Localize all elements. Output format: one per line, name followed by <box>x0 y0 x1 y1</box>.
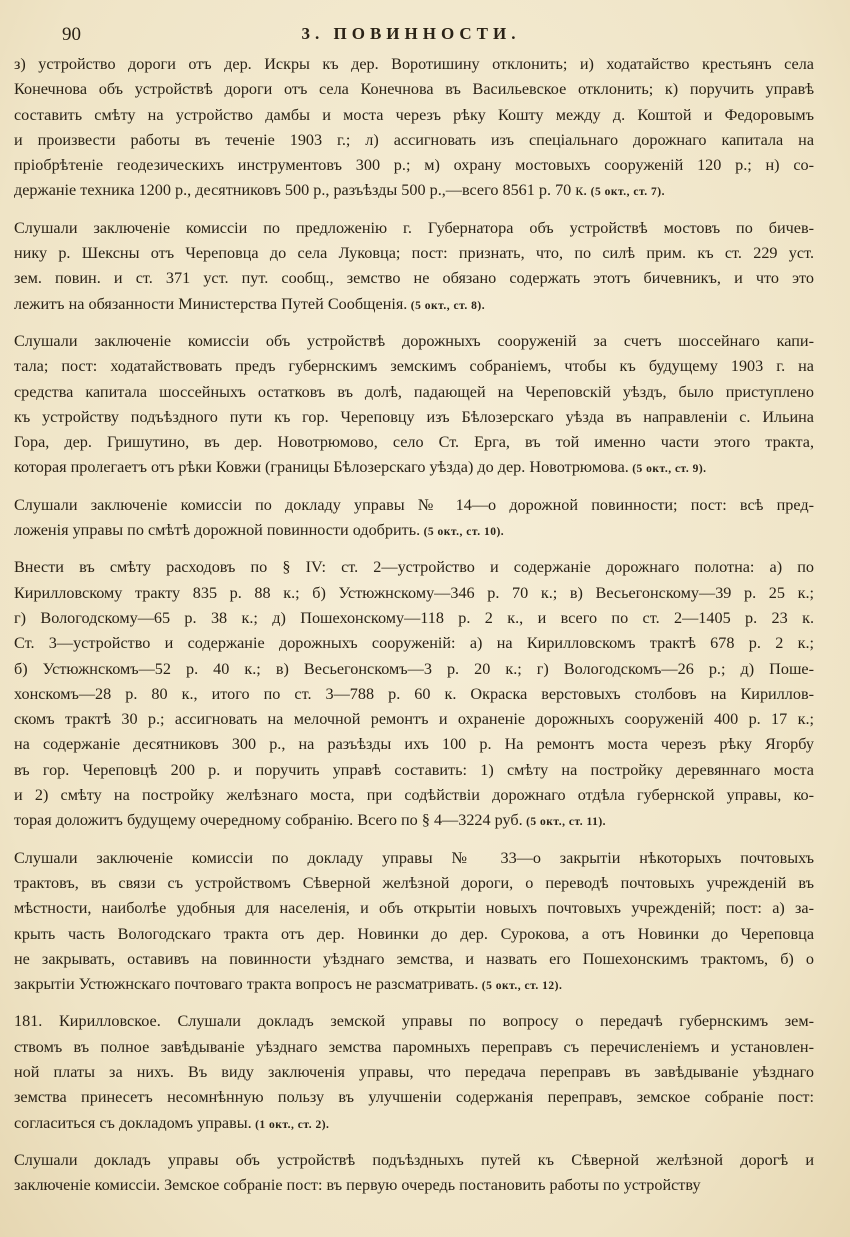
text-line: Слушали докладъ управы объ устройствѣ подъѣздныхъ путей къ Сѣверной желѣзной дорогѣ и <box>14 1150 814 1169</box>
text-line: земства принесетъ несомнѣнную пользу въ улучшеніи содержанія переправъ, земское собраніе пост: <box>14 1088 814 1107</box>
text-line: пріобрѣтеніе геодезическихъ инструментовъ 300 р.; м) охрану мостовыхъ сооруженій 120 р.; н) со- <box>14 156 814 175</box>
text-line: нику р. Шексны отъ Череповца до села Луковца; пост: признать, что, по силѣ прим. къ ст. 229 уст. <box>14 244 814 263</box>
text-line: и 2) смѣту на постройку желѣзнаго моста, при содѣйствіи дорожнаго отдѣла губернской управы, ко- <box>14 786 814 805</box>
text-line: средства капитала шоссейныхъ остатковъ въ долѣ, падающей на Череповскій уѣздъ, было приступлено <box>14 382 814 401</box>
text-line: Слушали заключеніе комиссіи по докладу управы № 14—о дорожной повинности; пост: всѣ пред- <box>14 495 814 514</box>
text-line: ложенія управы по смѣтѣ дорожной повинности одобрить. (5 окт., ст. 10). <box>14 521 505 540</box>
text-line: скомъ трактѣ 30 р.; ассигновать на мелочной ремонтъ и охраненіе дорожныхъ сооруженій 400 р. 17 к.; <box>14 710 814 729</box>
text-line: хонскомъ—28 р. 80 к., итого по ст. 3—788 р. 60 к. Окраска верстовыхъ столбовъ на Кириллов- <box>14 684 814 703</box>
text-line: зем. повин. и ст. 371 уст. пут. сообщ., земство не обязано содержать этотъ бичевникъ, и что это <box>14 269 814 288</box>
citation: (5 окт., ст. 12). <box>478 980 563 993</box>
citation: (1 окт., ст. 2). <box>251 1118 330 1131</box>
paragraph <box>14 1009 814 1137</box>
document-body <box>8 52 814 1198</box>
text-line: з) устройство дороги отъ дер. Искры къ дер. Воротишину отклонить; и) ходатайство крестьянъ села <box>14 55 814 73</box>
page-number: 90 <box>62 24 81 45</box>
text-line: Слушали заключеніе комиссіи по докладу управы № 33—о закрытіи нѣкоторыхъ почтовыхъ <box>14 848 814 867</box>
text-line: держаніе техника 1200 р., десятниковъ 500 р., разъѣзды 500 р.,—всего 8561 р. 70 к. (5 окт., ст. 7). <box>14 181 665 200</box>
citation: (5 окт., ст. 10). <box>420 526 505 539</box>
paragraph <box>14 555 814 835</box>
text-line: не закрывать, оставивъ на повинности уѣзднаго земства, и назвать его Пошехонскимъ трактомъ, б) о <box>14 949 814 968</box>
text-line: согласиться съ докладомъ управы. (1 окт., ст. 2). <box>14 1113 330 1132</box>
text-line: ной платы за нихъ. Въ виду заключенія управы, что передача переправъ въ завѣдываніе уѣзднаго <box>14 1062 814 1081</box>
text-line: г) Вологодскому—65 р. 38 к.; д) Пошехонскому—118 р. 2 к., и всего по ст. 2—1405 р. 23 к. <box>14 608 814 627</box>
text-line: Слушали заключеніе комиссіи по предложенію г. Губернатора объ устройствѣ мостовъ по бичев- <box>14 218 814 237</box>
text-line: заключеніе комиссіи. Земское собраніе пост: въ первую очередь постановить работы по устройству <box>14 1176 701 1195</box>
text-line: Гора, дер. Гришутино, въ дер. Новотрюмово, село Ст. Ерга, въ той именно части этого тракта, <box>14 433 814 452</box>
text-line: торая доложитъ будущему очередному собранію. Всего по § 4—3224 руб. (5 окт., ст. 11). <box>14 811 607 830</box>
text-line: Конечнова объ устройствѣ дороги отъ села Конечнова въ Васильевское отклонить; к) поручить управѣ <box>14 80 814 99</box>
text-line: въ гор. Череповцѣ 200 р. и поручить управѣ составить: 1) смѣту на постройку деревяннаго моста <box>14 760 814 779</box>
citation: (5 окт., ст. 11). <box>522 816 607 829</box>
text-line: которая пролегаетъ отъ рѣки Ковжи (границы Бѣлозерскаго уѣзда) до дер. Новотрюмова. (5 окт., ст. 9). <box>14 458 707 477</box>
text-line: ствомъ въ полное завѣдываніе уѣзднаго земства паромныхъ переправъ съ перечисленіемъ и установлен- <box>14 1037 814 1056</box>
citation: (5 окт., ст. 9). <box>628 463 707 476</box>
citation: (5 окт., ст. 7). <box>587 186 665 199</box>
page-header <box>8 20 814 52</box>
text-line: и произвести работы въ теченіе 1903 г.; л) ассигновать изъ спеціальнаго дорожнаго капитала на <box>14 130 814 149</box>
text-line: крыть часть Вологодскаго тракта отъ дер. Новинки до дер. Сурокова, а отъ Новинки до Череповца <box>14 924 814 943</box>
text-line: Кирилловскому тракту 835 р. 88 к.; б) Устюжнскому—346 р. 70 к.; в) Весьегонскому—39 р. 25 к.; <box>14 583 814 602</box>
paragraph <box>14 52 814 206</box>
running-title: 3. ПОВИННОСТИ. <box>301 24 521 43</box>
text-line: б) Устюжнскомъ—52 р. 40 к.; в) Весьегонскомъ—3 р. 20 к.; г) Вологодскомъ—26 р.; д) Поше- <box>14 659 814 678</box>
text-line: на содержаніе десятниковъ 300 р., на разъѣзды ихъ 100 р. На ремонтъ моста черезъ рѣку Ягорбу <box>14 735 814 754</box>
text-line: закрытіи Устюжнскаго почтоваго тракта вопросъ не разсматривать. (5 окт., ст. 12). <box>14 975 563 994</box>
text-line: Слушали заключеніе комиссіи объ устройствѣ дорожныхъ сооруженій за счетъ шоссейнаго капи- <box>14 331 814 350</box>
text-line: трактовъ, въ связи съ устройствомъ Сѣверной желѣзной дороги, о переводѣ почтовыхъ учрежденій въ <box>14 873 814 892</box>
text-line: къ устройству подъѣздного пути къ гор. Череповцу изъ Бѣлозерскаго уѣзда въ направленіи с. Ильина <box>14 407 814 426</box>
paragraph <box>14 493 814 546</box>
paragraph <box>14 1148 814 1199</box>
text-line: тала; пост: ходатайствовать предъ губернскимъ земскимъ собраніемъ, чтобы къ будущему 1903 г. на <box>14 357 814 376</box>
paragraph <box>14 216 814 319</box>
text-line: Внести въ смѣту расходовъ по § IV: ст. 2—устройство и содержаніе дорожнаго полотна: а) по <box>14 558 814 577</box>
text-line: 181. Кирилловское. Слушали докладъ земской управы по вопросу о передачѣ губернскимъ зем- <box>14 1012 814 1031</box>
text-line: мѣстности, наиболѣе удобныя для населенія, и объ открытіи новыхъ почтовыхъ учрежденій; пост: а) за- <box>14 899 814 918</box>
paragraph <box>14 846 814 1000</box>
text-line: Ст. 3—устройство и содержаніе дорожныхъ сооруженій: а) на Кирилловскомъ трактѣ 678 р. 2 к.; <box>14 634 814 653</box>
text-line: лежитъ на обязанности Министерства Путей Сообщенія. (5 окт., ст. 8). <box>14 294 486 313</box>
citation: (5 окт., ст. 8). <box>407 299 486 312</box>
text-line: составить смѣту на устройство дамбы и моста черезъ рѣку Кошту между д. Коштой и Федоровымъ <box>14 105 814 124</box>
paragraph <box>14 329 814 483</box>
